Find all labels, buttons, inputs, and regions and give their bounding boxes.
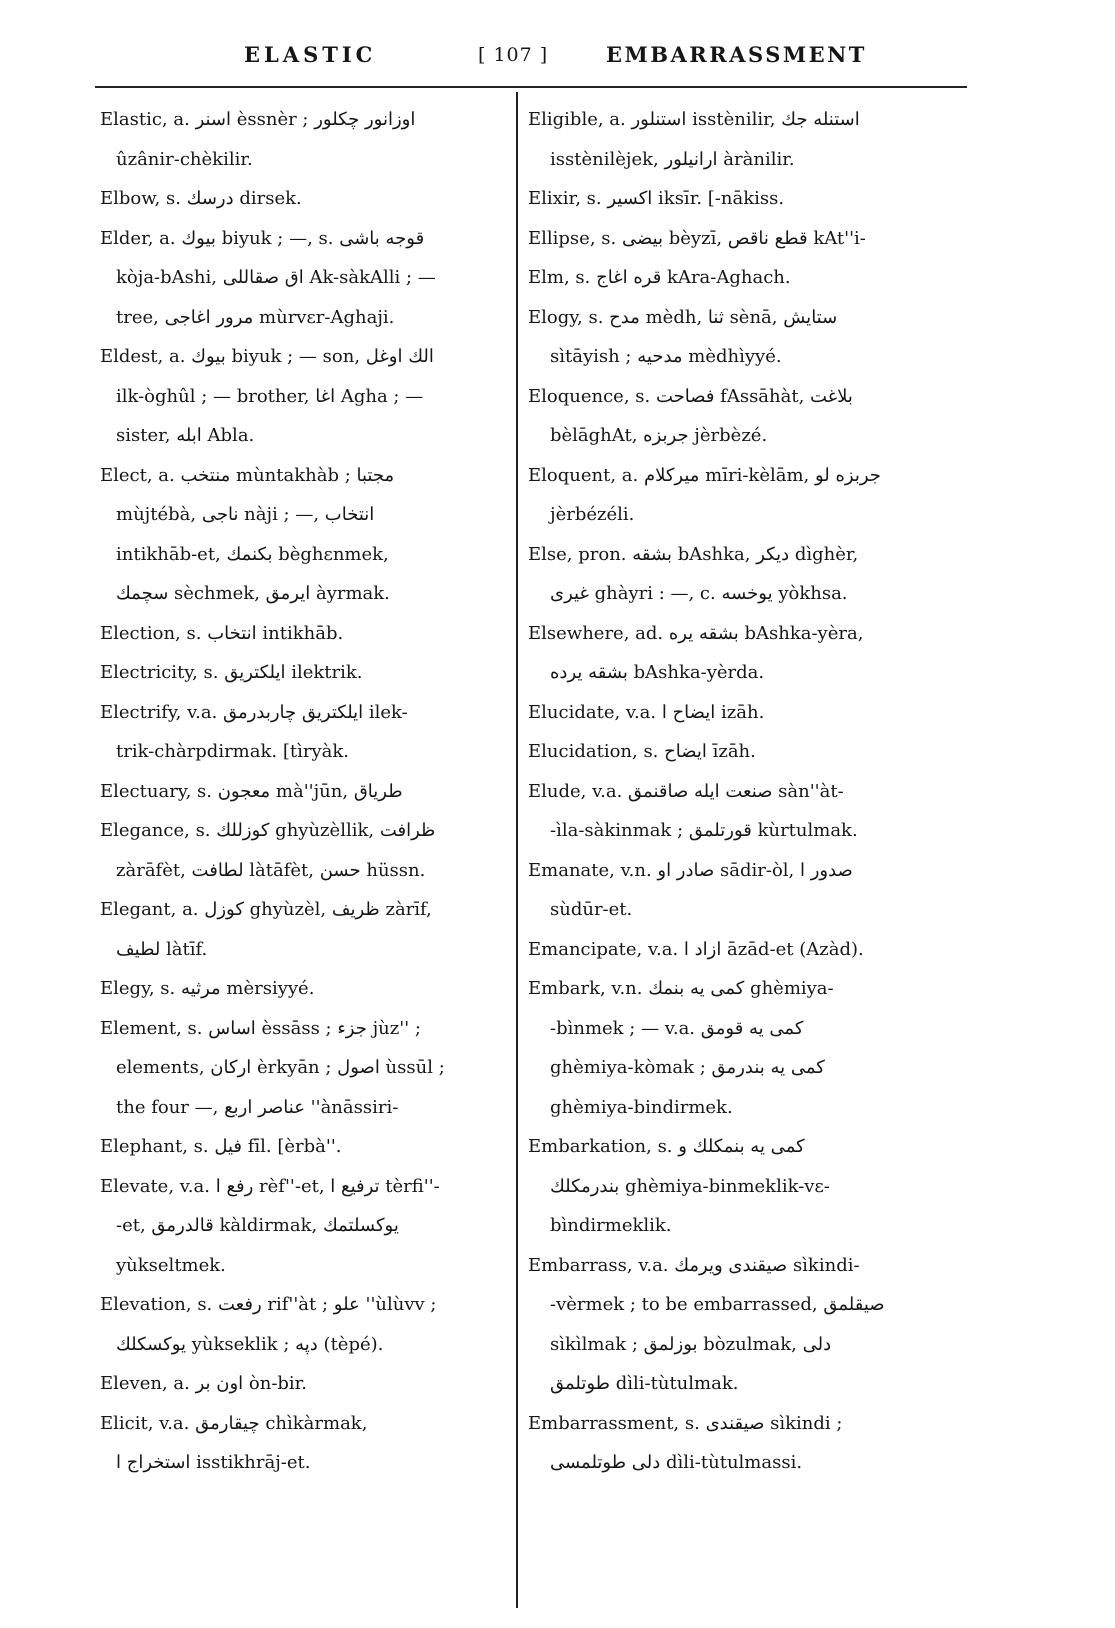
entry-line: Elsewhere, ad. بشقه يره bAshka-yèra, xyxy=(528,622,864,644)
entry-line: Elephant, s. فيل fīl. [èrbà''. xyxy=(100,1136,342,1157)
entry-line: Ellipse, s. بيضى bèyzī, قطع ناقص kAt''i- xyxy=(528,227,866,249)
entry-continuation-line: طوتلمق dìli-tùtulmak. xyxy=(550,1373,739,1394)
entry-line: Election, s. انتخاب intikhāb. xyxy=(100,622,344,644)
entry-line: Electuary, s. معجون mà''jūn, طرياق xyxy=(100,780,403,802)
entry-continuation-line: -et, قالدرمق kàldirmak, يوكسلتمك xyxy=(116,1215,399,1236)
entry-line: Elbow, s. درسك dirsek. xyxy=(100,188,302,209)
entry-continuation-line: غيرى ghàyri : —, c. يوخسه yòkhsa. xyxy=(550,583,848,604)
entry-line: Elegy, s. مرثيه mèrsiyyé. xyxy=(100,978,315,999)
entry-continuation-line: ghèmiya-bindirmek. xyxy=(550,1096,733,1118)
entry-line: Element, s. اساس èssāss ; جزء jùz'' ; xyxy=(100,1017,421,1039)
entry-continuation-line: bìndirmeklik. xyxy=(550,1215,672,1236)
right-column xyxy=(528,100,970,1483)
entry-continuation-line: لطيف làtīf. xyxy=(116,938,208,960)
entry-continuation-line: دلى طوتلمسى dìli-tùtulmassi. xyxy=(550,1452,803,1473)
entry-line: Eloquent, a. ميركلام mīri-kèlām, جربزه لو xyxy=(528,464,881,486)
column-divider xyxy=(516,92,518,1608)
entry-line: Embarkation, s. كمى يه بنمكلك و xyxy=(528,1136,805,1157)
entry-continuation-line: jèrbézéli. xyxy=(550,504,635,525)
entry-line: Emancipate, v.a. ازاد ا āzād-et (Azàd). xyxy=(528,938,864,960)
entry-continuation-line: intikhāb-et, بكنمك bèghɛnmek, xyxy=(116,543,389,565)
entry-continuation-line: isstènilèjek, ارانيلور àrànilir. xyxy=(550,148,795,170)
page-number: [ 107 ] xyxy=(478,44,549,66)
entry-continuation-line: kòja-bAshi, اق صقاللى Ak-sàkAlli ; — xyxy=(116,267,436,288)
entry-line: Elude, v.a. صنعت ايله صاقنمق sàn''àt- xyxy=(528,780,844,802)
entry-line: Elm, s. قره اغاج kAra-Aghach. xyxy=(528,267,791,288)
entry-line: Elixir, s. اكسير iksīr. [-nākiss. xyxy=(528,188,785,209)
entry-continuation-line: sùdūr-et. xyxy=(550,899,633,920)
entry-line: Electrify, v.a. ايلكتريق چاربدرمق ilek- xyxy=(100,701,408,723)
left-column xyxy=(100,100,508,1483)
entry-continuation-line: -bìnmek ; — v.a. كمى يه قومق xyxy=(550,1017,804,1039)
entry-continuation-line: sister, ابله Abla. xyxy=(116,425,255,446)
entry-continuation-line: بندرمكلك ghèmiya-binmeklik-vɛ- xyxy=(550,1175,830,1197)
entry-continuation-line: sìtāyish ; مدحيه mèdhìyyé. xyxy=(550,346,782,367)
entry-continuation-line: -ìla-sàkinmak ; قورتلمق kùrtulmak. xyxy=(550,820,858,841)
entry-continuation-line: elements, اركان èrkyān ; اصول ùssūl ; xyxy=(116,1057,445,1078)
entry-line: Elevate, v.a. رفع ا rèf''-et, ترفيع ا tèrfi''- xyxy=(100,1175,440,1197)
entry-line: Electricity, s. ايلكتريق ilektrik. xyxy=(100,662,363,683)
entry-continuation-line: سچمك sèchmek, ايرمق àyrmak. xyxy=(116,583,390,604)
entry-line: Elastic, a. اسنر èssnèr ; اوزانور چكلور xyxy=(100,109,416,130)
entry-line: Elucidate, v.a. ايضاح ا izāh. xyxy=(528,701,765,723)
entry-line: Eligible, a. استنلور isstènilir, استنله جك xyxy=(528,109,860,130)
entry-line: Embark, v.n. كمى يه بنمك ghèmiya- xyxy=(528,978,834,999)
entry-continuation-line: ûzânir-chèkilir. xyxy=(116,148,253,170)
entry-line: Elegance, s. كوزللك ghyùzèllik, ظرافت xyxy=(100,820,436,841)
entry-continuation-line: bèlāghAt, جربزه jèrbèzé. xyxy=(550,425,768,446)
entry-line: Elder, a. بيوك biyuk ; —, s. قوجه باشى xyxy=(100,227,425,249)
entry-line: Emanate, v.n. صادر او sādir-òl, صدور ا xyxy=(528,859,853,881)
entry-line: Elogy, s. مدح mèdh, ثنا sènā, ستايش xyxy=(528,306,838,328)
entry-line: Embarrass, v.a. صيقندى ويرمك sìkindi- xyxy=(528,1254,860,1276)
entry-continuation-line: يوكسكلك yùkseklik ; دپه (tèpé). xyxy=(116,1333,384,1355)
entry-continuation-line: بشقه يرده bAshka-yèrda. xyxy=(550,662,765,683)
header-first-word: ELASTIC xyxy=(244,42,377,67)
entry-line: Eleven, a. اون بر òn-bir. xyxy=(100,1373,308,1394)
entry-continuation-line: yùkseltmek. xyxy=(116,1254,226,1276)
entry-line: Elegant, a. كوزل ghyùzèl, ظريف zàrīf, xyxy=(100,899,432,920)
entry-line: Eldest, a. بيوك biyuk ; — son, الك اوغل xyxy=(100,346,434,367)
entry-line: Elevation, s. رفعت rif''àt ; علو ''ùlùvv ; xyxy=(100,1294,437,1315)
entry-continuation-line: استخراج ا isstikhrāj-et. xyxy=(116,1452,311,1473)
entry-continuation-line: the four —, عناصر اربع ''ànāssiri- xyxy=(116,1096,399,1118)
entry-continuation-line: tree, مرور اغاجى mùrvɛr-Aghaji. xyxy=(116,306,395,328)
entry-continuation-line: trik-chàrpdirmak. [tìryàk. xyxy=(116,741,349,762)
entry-continuation-line: zàrāfèt, لطافت làtāfèt, حسن hüssn. xyxy=(116,859,426,881)
entry-line: Elicit, v.a. چيقارمق chìkàrmak, xyxy=(100,1412,368,1434)
header-last-word: EMBARRASSMENT xyxy=(606,42,867,67)
entry-line: Embarrassment, s. صيقندى sìkindi ; xyxy=(528,1412,843,1434)
running-header xyxy=(230,42,870,76)
entry-continuation-line: ilk-òghûl ; — brother, اغا Agha ; — xyxy=(116,385,424,407)
entry-continuation-line: -vèrmek ; to be embarrassed, صيقلمق xyxy=(550,1294,885,1315)
entry-continuation-line: sìkìlmak ; بوزلمق bòzulmak, دلى xyxy=(550,1333,832,1355)
entry-line: Else, pron. بشقه bAshka, ديكر dìghèr, xyxy=(528,543,859,565)
entry-line: Elect, a. منتخب mùntakhàb ; مجتبا xyxy=(100,464,395,486)
header-rule xyxy=(95,86,967,88)
entry-line: Eloquence, s. فصاحت fAssāhàt, بلاغت xyxy=(528,385,853,407)
entry-continuation-line: mùjtébà, ناجى nàji ; —, انتخاب xyxy=(116,504,375,525)
entry-line: Elucidation, s. ايضاح īzāh. xyxy=(528,741,756,762)
entry-continuation-line: ghèmiya-kòmak ; كمى يه بندرمق xyxy=(550,1057,825,1078)
